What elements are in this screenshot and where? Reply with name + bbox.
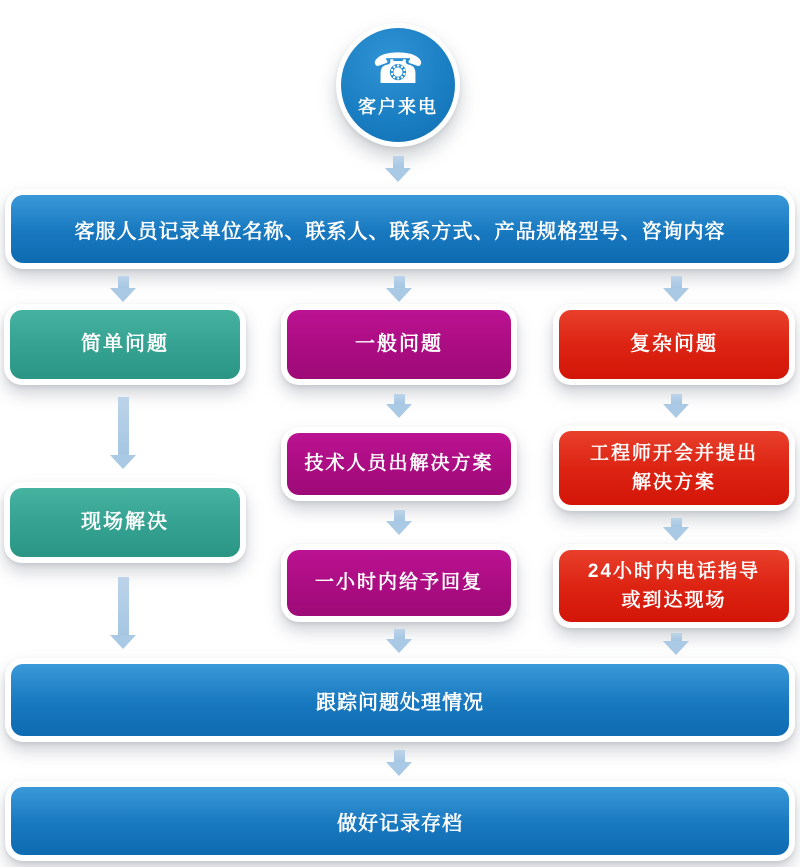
- box-engineer-meeting-line1: 工程师开会并提出: [589, 442, 758, 464]
- box-24h-phone-guidance: [553, 544, 795, 628]
- box-complex-problem: [553, 304, 795, 385]
- arrow-head: [386, 288, 412, 302]
- box-engineer-meeting: [553, 425, 795, 511]
- arrow-down-icon: [663, 394, 689, 418]
- arrow-head: [663, 527, 689, 541]
- bar-track-progress-label: 跟踪问题处理情况: [316, 691, 484, 714]
- arrow-shaft: [393, 156, 404, 168]
- arrow-head: [386, 762, 412, 776]
- box-complex-problem-label: 复杂问题: [630, 333, 718, 355]
- arrow-head: [663, 641, 689, 655]
- arrow-shaft: [671, 276, 682, 288]
- box-tech-solution-label: 技术人员出解决方案: [304, 453, 494, 475]
- arrow-down-icon: [386, 750, 412, 776]
- arrow-head: [663, 404, 689, 418]
- arrow-head: [663, 288, 689, 302]
- arrow-down-icon: [110, 577, 136, 649]
- bar-record-customer-info: [5, 189, 795, 269]
- box-onsite-solve: [4, 482, 246, 563]
- start-node-customer-call: [336, 23, 460, 147]
- box-tech-solution: [281, 427, 517, 501]
- box-24h-phone-guidance-line2: 或到达现场: [621, 590, 727, 611]
- start-node-face: [341, 28, 455, 142]
- box-simple-problem-label: 简单问题: [81, 333, 169, 355]
- box-engineer-meeting-line2: 解决方案: [631, 472, 716, 493]
- arrow-head: [386, 639, 412, 653]
- arrow-shaft: [394, 394, 405, 404]
- arrow-down-icon: [110, 276, 136, 302]
- arrow-down-icon: [386, 510, 412, 535]
- arrow-shaft: [394, 629, 405, 639]
- arrow-down-icon: [386, 394, 412, 418]
- arrow-shaft: [394, 276, 405, 288]
- arrow-down-icon: [386, 276, 412, 302]
- bar-archive-records-label: 做好记录存档: [337, 812, 463, 835]
- arrow-down-icon: [663, 518, 689, 541]
- arrow-head: [386, 404, 412, 418]
- bar-archive-records: [5, 781, 795, 861]
- start-node-label: 客户来电: [358, 96, 438, 117]
- arrow-shaft: [671, 394, 682, 404]
- arrow-down-icon: [663, 633, 689, 655]
- bar-track-progress: [5, 658, 795, 742]
- arrow-head: [110, 288, 136, 302]
- box-onsite-solve-label: 现场解决: [81, 511, 169, 533]
- box-24h-phone-guidance-line1: 24小时内电话指导: [587, 560, 761, 582]
- arrow-head: [386, 521, 412, 535]
- arrow-down-icon: [663, 276, 689, 302]
- arrow-head: [110, 455, 136, 469]
- arrow-down-icon: [110, 397, 136, 469]
- box-general-problem: [281, 304, 517, 385]
- arrow-shaft: [671, 518, 682, 527]
- arrow-shaft: [118, 397, 129, 455]
- arrow-down-icon: [386, 629, 412, 653]
- arrow-head: [110, 635, 136, 649]
- box-one-hour-reply: [281, 544, 517, 622]
- arrow-shaft: [671, 633, 682, 641]
- arrow-shaft: [118, 276, 129, 288]
- arrow-shaft: [394, 750, 405, 762]
- box-simple-problem: [4, 304, 246, 385]
- arrow-down-icon: [385, 156, 411, 182]
- arrow-shaft: [118, 577, 129, 635]
- arrow-head: [385, 168, 411, 182]
- phone-icon: ☎: [371, 44, 425, 92]
- arrow-shaft: [394, 510, 405, 521]
- bar-record-customer-info-label: 客服人员记录单位名称、联系人、联系方式、产品规格型号、咨询内容: [74, 220, 726, 243]
- box-one-hour-reply-label: 一小时内给予回复: [314, 572, 483, 594]
- box-general-problem-label: 一般问题: [355, 333, 443, 355]
